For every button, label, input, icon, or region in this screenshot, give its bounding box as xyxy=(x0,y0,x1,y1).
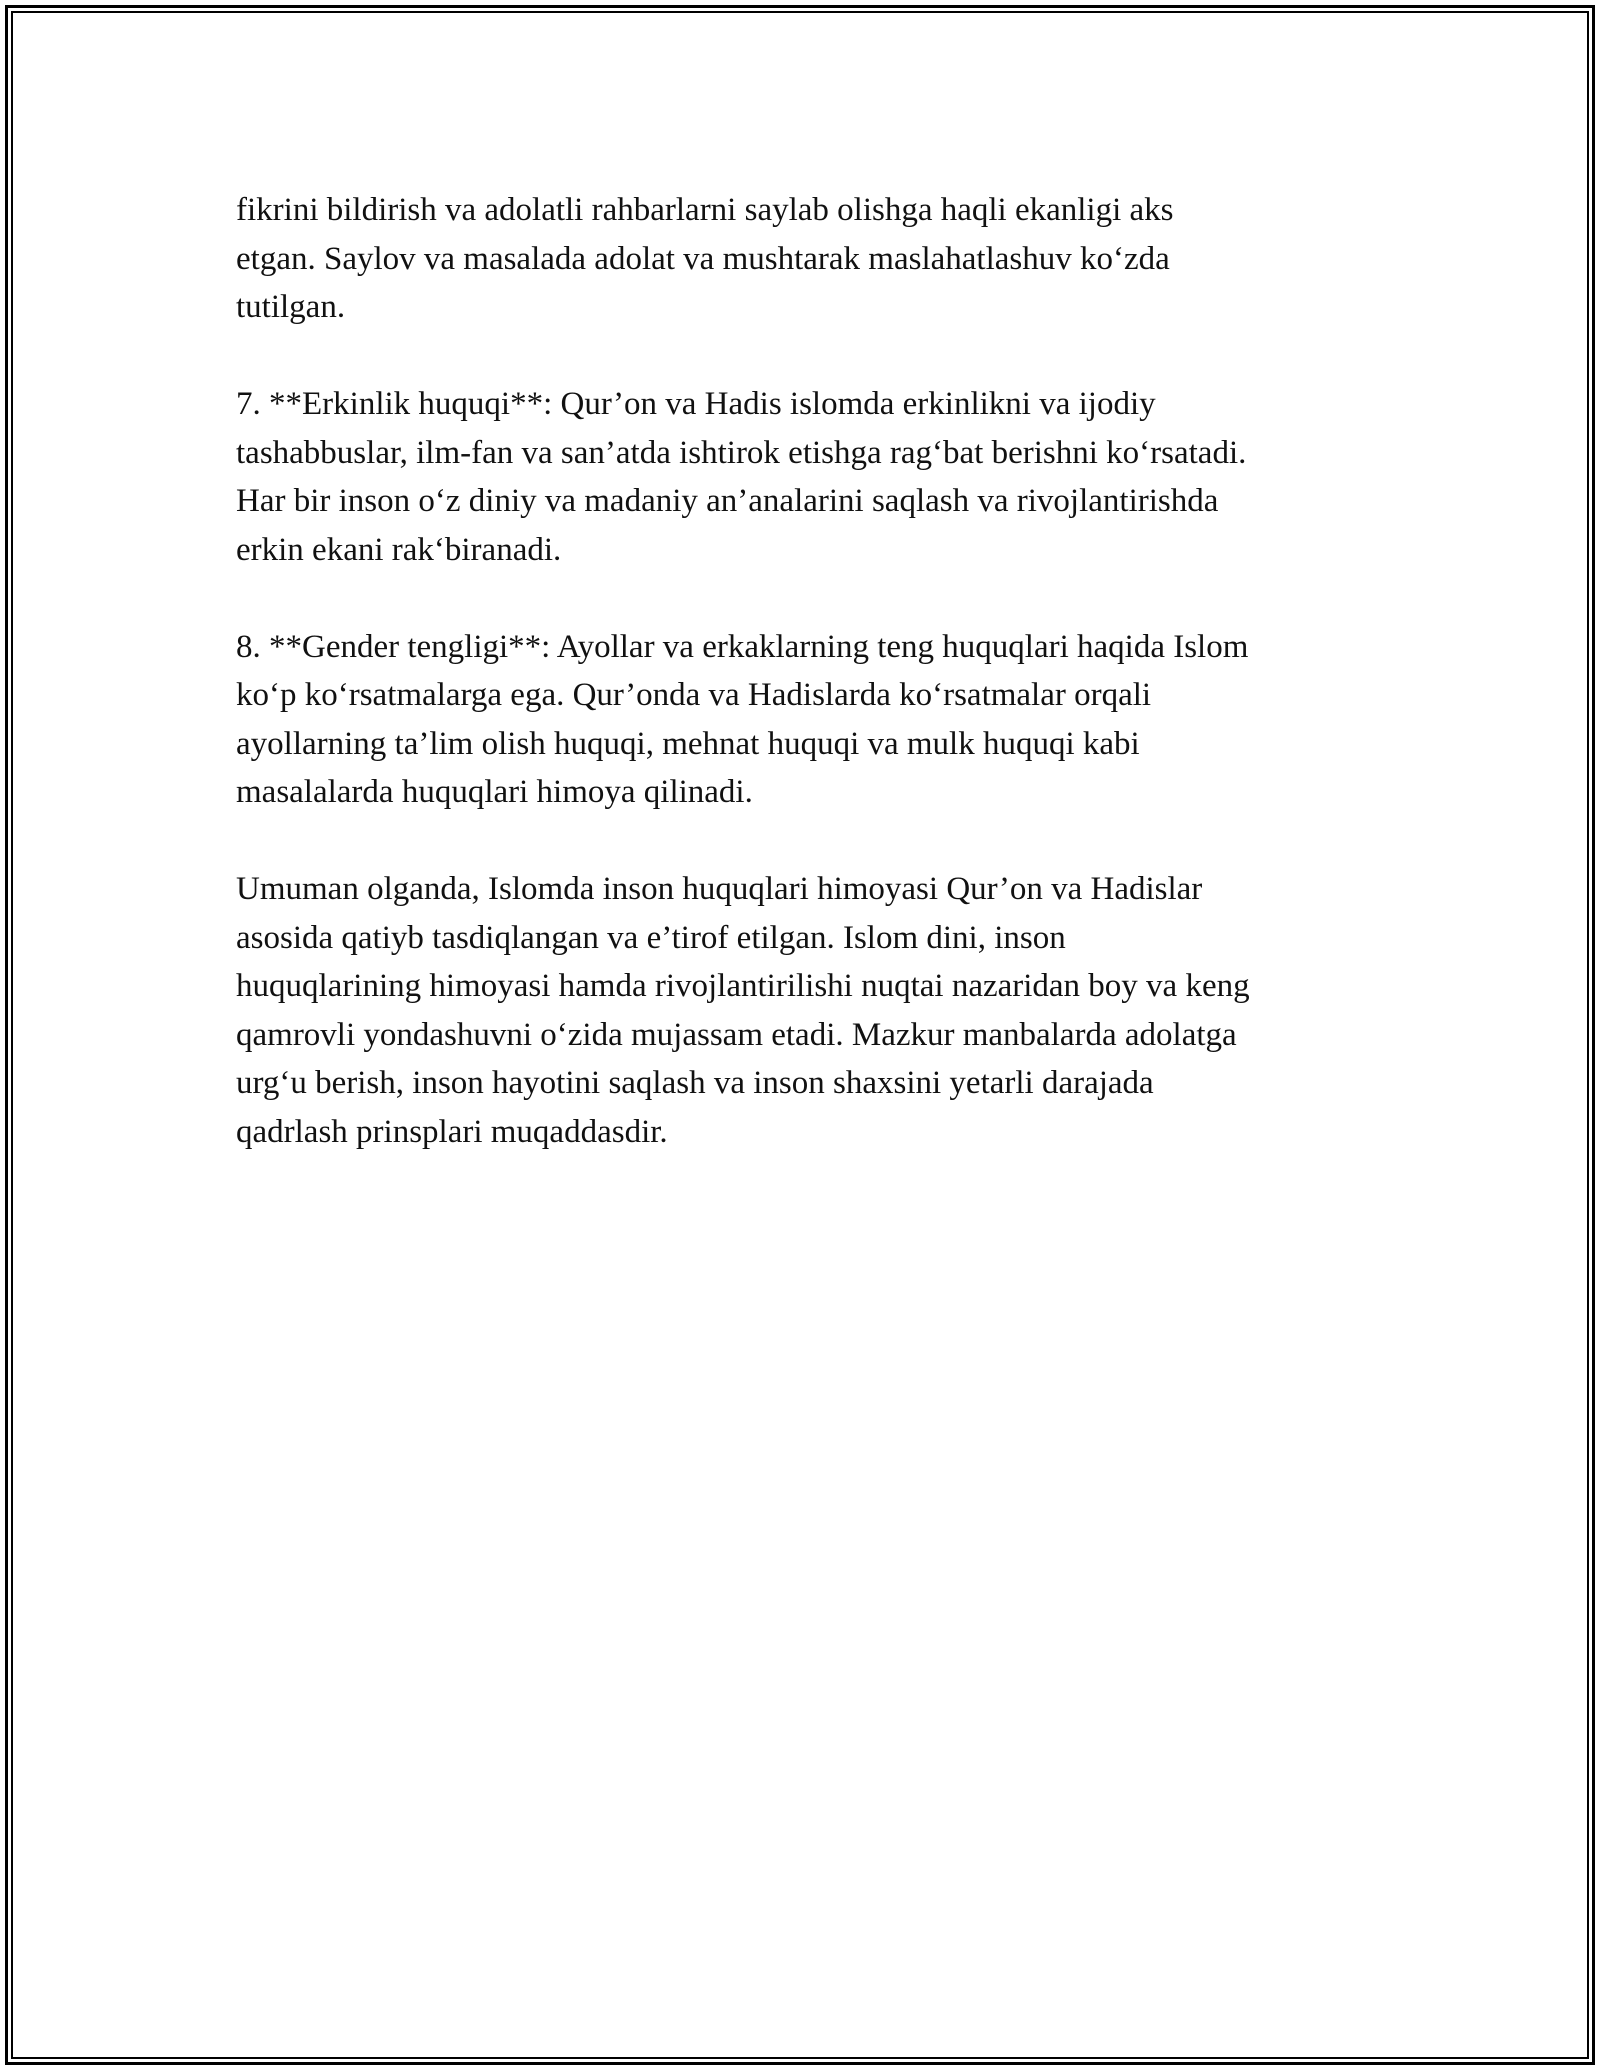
document-body xyxy=(236,186,1396,1205)
paragraph-conclusion: Umuman olganda, Islomda inson huquqlari himoyasi Qur’on va Hadislar asosida qatiyb tasdiqlangan va e’tirof etilgan. Islom dini, inson huquqlarining himoyasi hamda rivojlantirilishi nuqtai nazaridan boy va keng qamrovli yondashuvni o‘zida mujassam etadi. Mazkur manbalarda adolatga urg‘u berish, inson hayotini saqlash va inson shaxsini yetarli darajada qadrlash prinsplari muqaddasdir. xyxy=(236,871,1250,1150)
paragraph-gender-equality: 8. **Gender tengligi**: Ayollar va erkaklarning teng huquqlari haqida Islom ko‘p ko‘rsatmalarga ega. Qur’onda va Hadislarda ko‘rsatmalar orqali ayollarning ta’lim olish huquqi, mehnat huquqi va mulk huquqi kabi masalalarda huquqlari himoya qilinadi. xyxy=(236,628,1249,810)
paragraph-freedom-right: 7. **Erkinlik huquqi**: Qur’on va Hadis islomda erkinlikni va ijodiy tashabbuslar, ilm-fan va san’atda ishtirok etishga rag‘bat berishni ko‘rsatadi. Har bir inson o‘z diniy va madaniy an’analarini saqlash va rivojlantirishda erkin ekani rak‘biranadi. xyxy=(236,386,1247,568)
paragraph-elections: fikrini bildirish va adolatli rahbarlarni saylab olishga haqli ekanligi aks etgan. Saylov va masalada adolat va mushtarak maslahatlashuv ko‘zda tutilgan. xyxy=(236,192,1174,325)
